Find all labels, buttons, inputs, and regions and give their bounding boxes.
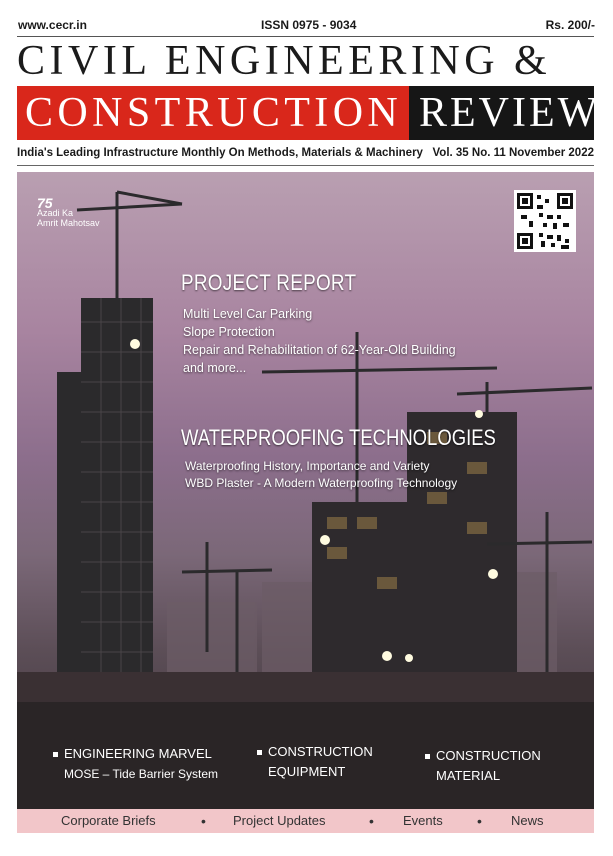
logo-number: 75: [37, 195, 53, 211]
waterproofing-list: [185, 458, 457, 492]
project-report-heading: PROJECT REPORT: [181, 270, 357, 295]
waterproofing-heading: WATERPROOFING TECHNOLOGIES: [181, 425, 496, 450]
footer-item-project-updates: Project Updates: [233, 813, 326, 828]
list-item: Multi Level Car Parking: [183, 307, 313, 321]
list-item: Repair and Rehabilitation of 62-Year-Old Building: [183, 343, 456, 357]
footer-band: [17, 809, 594, 833]
logo-text: Amrit Mahotsav: [37, 218, 100, 228]
separator-icon: •: [477, 813, 482, 829]
feature-title: CONSTRUCTION: [436, 748, 541, 763]
qr-code-icon[interactable]: [514, 190, 576, 252]
masthead-line-2: [17, 86, 601, 140]
bullet-icon: [53, 752, 58, 757]
qr-code-icon: [517, 193, 573, 249]
tagline-row: [17, 147, 594, 159]
feature-title: CONSTRUCTION: [268, 744, 373, 759]
footer-item-corporate-briefs: Corporate Briefs: [61, 813, 156, 828]
cover-image: [17, 172, 594, 809]
footer-item-news: News: [511, 813, 544, 828]
bullet-icon: [257, 750, 262, 755]
top-info-bar: [18, 18, 595, 34]
masthead-construction: CONSTRUCTION: [17, 86, 409, 140]
issn-number: ISSN 0975 - 9034: [261, 18, 357, 32]
list-item: and more...: [183, 361, 247, 375]
divider: [17, 165, 594, 166]
project-report-list: [183, 305, 456, 377]
masthead-review: REVIEW: [409, 86, 594, 140]
logo-text: Ka: [62, 208, 74, 218]
feature-subtitle: MOSE – Tide Barrier System: [64, 767, 219, 781]
feature-construction-equipment: [257, 742, 373, 782]
tagline: India's Leading Infrastructure Monthly On Methods, Materials & Machinery: [17, 147, 423, 159]
separator-icon: •: [369, 813, 374, 829]
feature-engineering-marvel: [53, 744, 218, 784]
list-item: WBD Plaster - A Modern Waterproofing Technology: [185, 476, 458, 490]
bullet-icon: [425, 754, 430, 759]
feature-subtitle: EQUIPMENT: [268, 764, 346, 779]
azadi-ka-amrit-mahotsav-logo: [37, 195, 100, 228]
separator-icon: •: [201, 813, 206, 829]
logo-text: Azadi: [37, 208, 60, 218]
masthead-line-1: CIVIL ENGINEERING &: [17, 38, 552, 84]
website-url[interactable]: www.cecr.in: [18, 18, 87, 32]
issue-info: Vol. 35 No. 11 November 2022: [432, 147, 594, 159]
footer-item-events: Events: [403, 813, 443, 828]
feature-construction-material: [425, 746, 541, 786]
divider: [17, 36, 594, 37]
feature-title: ENGINEERING MARVEL: [64, 746, 212, 761]
list-item: Slope Protection: [183, 325, 275, 339]
price: Rs. 200/-: [545, 18, 595, 32]
list-item: Waterproofing History, Importance and Variety: [185, 459, 430, 473]
feature-subtitle: MATERIAL: [436, 768, 501, 783]
